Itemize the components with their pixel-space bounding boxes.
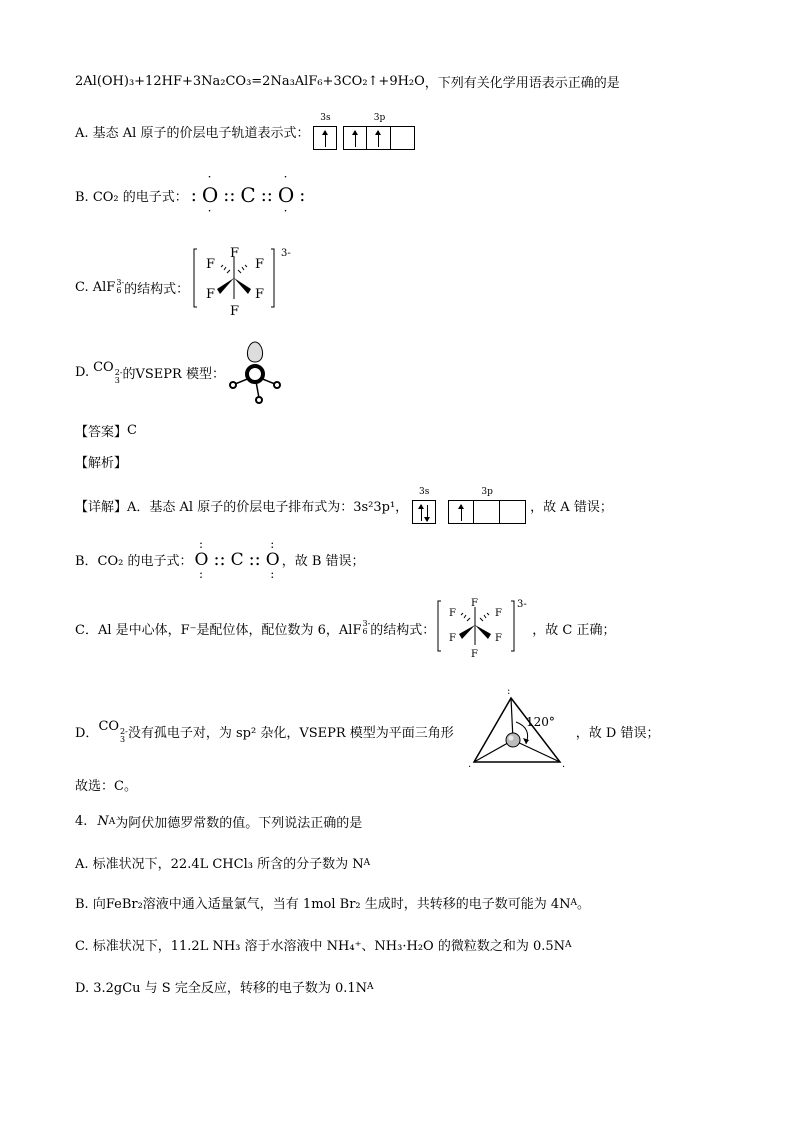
alf6-structure-detail bbox=[437, 597, 532, 659]
co2-lewis-correct bbox=[193, 536, 282, 581]
q4-option-a-text: A. 标准状况下，22.4L CHCl₃ 所含的分子数为 N bbox=[75, 857, 364, 872]
fluorine-bottom: F bbox=[471, 649, 479, 659]
wedge-bond bbox=[459, 625, 475, 639]
subscript: 6 bbox=[116, 286, 122, 295]
subscript: 3 bbox=[114, 376, 120, 385]
analysis-label: 【解析】 bbox=[75, 456, 128, 471]
q4-option-c-sub: A bbox=[565, 939, 572, 950]
ligand-atom bbox=[256, 397, 262, 403]
q4-option-b-sub: A bbox=[570, 897, 578, 908]
orbital-box-3s bbox=[313, 126, 337, 150]
trigonal-planar-model bbox=[466, 688, 576, 774]
orbital-3p-label: 3p bbox=[373, 113, 386, 123]
option-d bbox=[75, 340, 295, 405]
detail-d-prefix: D． bbox=[75, 725, 99, 741]
fluorine-back-right: F bbox=[495, 608, 503, 619]
fluorine-front-right: F bbox=[495, 633, 503, 644]
charge-label: 3- bbox=[517, 599, 528, 610]
fluorine-back-right: F bbox=[255, 257, 265, 272]
conclusion: 故选：C。 bbox=[75, 779, 137, 794]
option-a-text: A. 基态 Al 原子的价层电子轨道表示式： bbox=[75, 126, 310, 141]
wedge-bond bbox=[217, 278, 234, 294]
lone-pair: : bbox=[198, 566, 205, 581]
lone-pair-dots: · bbox=[561, 762, 565, 773]
orbital-box-3p-3 bbox=[391, 126, 415, 150]
charge: 3- bbox=[362, 619, 371, 628]
left-bracket bbox=[438, 601, 441, 651]
detail-b-suffix: ，故 B 错误； bbox=[281, 554, 365, 569]
orbital-diagram-a bbox=[313, 113, 415, 150]
fluorine-front-left: F bbox=[449, 633, 457, 644]
option-d-text: D. bbox=[75, 365, 90, 380]
central-atom bbox=[506, 733, 520, 747]
lone-pair: : bbox=[190, 184, 197, 206]
orbital-box-3p-1 bbox=[343, 126, 367, 150]
oxygen-atom: O bbox=[194, 549, 209, 570]
question-text: ，下列有关化学用语表示正确的是 bbox=[424, 76, 620, 91]
detail-d bbox=[75, 688, 659, 774]
q4-option-c bbox=[75, 935, 572, 954]
hashed-bond bbox=[480, 613, 489, 621]
orbital-3s-label: 3s bbox=[418, 487, 430, 497]
subscript: 3 bbox=[120, 734, 126, 744]
carbon-atom: C bbox=[240, 183, 256, 207]
detail-c-mid: 的结构式： bbox=[370, 622, 436, 638]
lone-pair-dots: · bbox=[467, 762, 471, 773]
spin-up-arrow-icon bbox=[378, 131, 379, 147]
oxygen-atom: O bbox=[277, 183, 295, 207]
answer-value: C bbox=[127, 423, 137, 438]
q4-option-a-sub: A bbox=[363, 857, 371, 868]
orbital-3p-label: 3p bbox=[481, 487, 493, 497]
q4-option-d-text: D. 3.2gCu 与 S 完全反应，转移的电子数为 0.1N bbox=[75, 981, 368, 996]
q4-number: 4. bbox=[75, 814, 88, 829]
fluorine-bottom: F bbox=[230, 304, 240, 319]
orbital-box-3p-3 bbox=[500, 500, 526, 524]
lone-pair: · bbox=[283, 204, 289, 218]
hashed-bond bbox=[238, 265, 247, 273]
lone-pair: : bbox=[198, 536, 205, 551]
carbonate-formula bbox=[93, 360, 122, 385]
carbonate-formula bbox=[98, 719, 127, 744]
reaction-equation: 2Al(OH)₃+12HF+3Na₂CO₃=2Na₃AlF₆+3CO₂↑+9H₂O bbox=[75, 74, 425, 89]
lone-pair-dots: : bbox=[506, 688, 511, 697]
detail-d-mid: 没有孤电子对，为 sp² 杂化，VSEPR 模型为平面三角形 bbox=[127, 725, 454, 741]
angle-label: 120° bbox=[525, 715, 555, 729]
shared-pairs: :: bbox=[260, 184, 273, 206]
fluorine-back-left: F bbox=[449, 608, 457, 619]
detail-a-suffix: ，故 A 错误； bbox=[530, 500, 613, 515]
fluorine-front-right: F bbox=[255, 287, 265, 302]
lone-pair: : bbox=[299, 184, 306, 206]
fluorine-back-left: F bbox=[206, 257, 216, 272]
option-c-text: C. AlF bbox=[75, 279, 116, 295]
wedge-bond bbox=[234, 278, 251, 294]
wedge-bond bbox=[475, 625, 491, 639]
orbital-diagram-detail bbox=[412, 487, 526, 524]
q4-option-b-end: 。 bbox=[577, 897, 591, 912]
q4-stem bbox=[75, 812, 362, 831]
spin-down-arrow-icon bbox=[427, 505, 428, 521]
shared-pairs: :: bbox=[248, 549, 261, 570]
lone-pair: : bbox=[270, 566, 276, 581]
arc-arrow-icon bbox=[523, 738, 529, 744]
q4-na-sub: A bbox=[108, 816, 116, 827]
lone-pair: · bbox=[207, 204, 213, 218]
alf6-structure-c bbox=[193, 247, 303, 327]
intro-line bbox=[75, 72, 620, 91]
spin-up-arrow-icon bbox=[355, 131, 356, 147]
hashed-bond bbox=[461, 613, 470, 621]
left-bracket bbox=[194, 249, 197, 307]
right-bracket bbox=[511, 601, 514, 651]
charge: 2- bbox=[114, 368, 123, 377]
spin-up-arrow-icon bbox=[461, 505, 462, 521]
q4-option-d bbox=[75, 977, 374, 996]
detail-c bbox=[75, 597, 616, 659]
answer-line bbox=[75, 421, 137, 440]
triangle-outline bbox=[474, 698, 560, 762]
detail-c-prefix: C．Al 是中心体，F⁻是配位体，配位数为 6，AlF bbox=[75, 622, 362, 638]
vsepr-model-d bbox=[225, 340, 295, 405]
q4-na-symbol: N bbox=[97, 814, 109, 829]
option-b-text: B. CO₂ 的电子式： bbox=[75, 189, 188, 205]
option-c-suffix: 的结构式： bbox=[124, 281, 190, 297]
carbon-atom: C bbox=[230, 549, 244, 570]
ligand-atom bbox=[274, 382, 280, 388]
lone-pair: : bbox=[270, 536, 276, 551]
formula-base: CO bbox=[93, 360, 114, 375]
spin-up-arrow-icon bbox=[325, 131, 326, 147]
orbital-box-3p-2 bbox=[474, 500, 500, 524]
lone-pair-lobe bbox=[247, 342, 262, 362]
answer-label: 【答案】 bbox=[75, 425, 128, 440]
option-b bbox=[75, 170, 308, 218]
q4-option-b bbox=[75, 893, 590, 912]
lone-pair: · bbox=[207, 170, 213, 184]
fluorine-front-left: F bbox=[206, 287, 216, 302]
orbital-box-3p-1 bbox=[448, 500, 474, 524]
q4-option-b-text: B. 向FeBr₂溶液中通入适量氯气，当有 1mol Br₂ 生成时，共转移的电子数可能为 4N bbox=[75, 897, 571, 912]
option-a bbox=[75, 113, 419, 150]
shared-pairs: :: bbox=[213, 549, 226, 570]
detail-a bbox=[75, 487, 613, 524]
orbital-box-3p-2 bbox=[367, 126, 391, 150]
q4-option-d-sub: A bbox=[367, 981, 374, 992]
lone-pair: · bbox=[283, 170, 289, 184]
fluorine-top: F bbox=[230, 247, 240, 261]
oxygen-atom: O bbox=[265, 549, 280, 570]
spin-up-arrow-icon bbox=[421, 505, 422, 521]
co2-lewis-wrong bbox=[188, 170, 309, 218]
ligand-atom bbox=[230, 382, 236, 388]
fluorine-top: F bbox=[471, 598, 479, 609]
hashed-bond bbox=[221, 265, 230, 273]
detail-c-suffix: ，故 C 正确； bbox=[532, 622, 616, 638]
right-bracket bbox=[271, 249, 274, 307]
oxygen-atom: O bbox=[201, 183, 219, 207]
orbital-3s-label: 3s bbox=[320, 113, 331, 123]
formula-base: CO bbox=[98, 718, 120, 734]
option-d-suffix: 的VSEPR 模型： bbox=[122, 367, 225, 382]
option-c bbox=[75, 247, 303, 327]
detail-b-prefix: B．CO₂ 的电子式： bbox=[75, 554, 193, 569]
shared-pairs: :: bbox=[223, 184, 236, 206]
charge: 2- bbox=[120, 726, 128, 736]
subscript: 6 bbox=[362, 627, 368, 636]
central-atom bbox=[247, 366, 263, 382]
q4-option-c-text: C. 标准状况下，11.2L NH₃ 溶于水溶液中 NH₄⁺、NH₃·H₂O 的微粒数之和为 0.5N bbox=[75, 939, 566, 954]
charge-label: 3- bbox=[281, 248, 291, 259]
q4-stem-text: 为阿伏加德罗常数的值。下列说法正确的是 bbox=[115, 816, 363, 831]
detail-a-prefix: 【详解】A．基态 Al 原子的价层电子排布式为：3s²3p¹， bbox=[75, 500, 409, 515]
charge: 3- bbox=[116, 278, 125, 287]
orbital-box-3s bbox=[412, 500, 436, 524]
q4-option-a bbox=[75, 853, 370, 872]
detail-b bbox=[75, 536, 365, 581]
detail-d-suffix: ，故 D 错误； bbox=[575, 725, 660, 741]
